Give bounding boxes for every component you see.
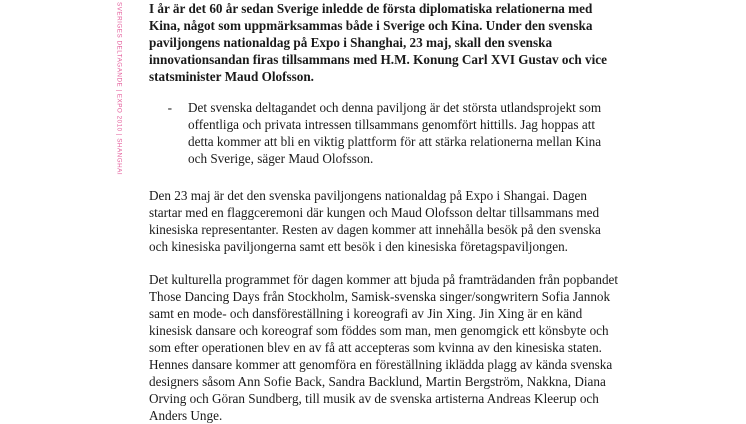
document-body	[149, 0, 619, 424]
quote-text: Det svenska deltagandet och denna paviljong är det största utlandsprojekt som offentliga och privata intressen tillsammans genomfört hittills. Jag hoppas att detta kommer att bli en viktig plattform för att stärka relationerna mellan Kina och Sverige, säger Maud Olofsson.	[188, 100, 602, 166]
body-paragraph-cultural-program: Det kulturella programmet för dagen kommer att bjuda på framträdanden från popbandet Those Dancing Days från Stockholm, Samisk-svenska singer/songwritern Sofia Jannok samt en mode- och dansföreställning i koreografi av Jin Xing. Jin Xing är en känd kinesisk dansare och koreograf som föddes som man, men genomgick ett könsbyte och som efter operationen blev en av få att accepteras som kvinna av den kinesiska staten. Hennes dansare kommer att genomföra en föreställning iklädda plagg av kända svenska designers såsom Ann Sofie Back, Sandra Backlund, Martin Bergström, Nakkna, Diana Orving och Göran Sundberg, till musik av de svenska artisterna Andreas Kleerup och Anders Unge.	[149, 272, 619, 423]
quote-dash-marker: -	[167, 100, 172, 115]
quote-block	[149, 99, 619, 167]
lead-paragraph: I år är det 60 år sedan Sverige inledde de första diplomatiska relationerna med Kina, något som uppmärksammas både i Sverige och Kina. Under den svenska paviljongens nationaldag på Expo i Shanghai, 23 maj, skall den svenska innovationsandan firas tillsammans med H.M. Konung Carl XVI Gustav och vice statsminister Maud Olofsson.	[149, 1, 607, 84]
body-paragraph-national-day: Den 23 maj är det den svenska paviljongens nationaldag på Expo i Shangai. Dagen startar med en flaggceremoni där kungen och Maud Olofsson deltar tillsammans med kinesiska representanter. Resten av dagen kommer att innehålla besök på den svenska och kinesiska paviljongerna samt ett besök i den kinesiska företagspaviljongen.	[149, 188, 601, 254]
document-side-label: SVERIGES DELTAGANDE | EXPO 2010 | SHANGHAI	[115, 2, 123, 176]
